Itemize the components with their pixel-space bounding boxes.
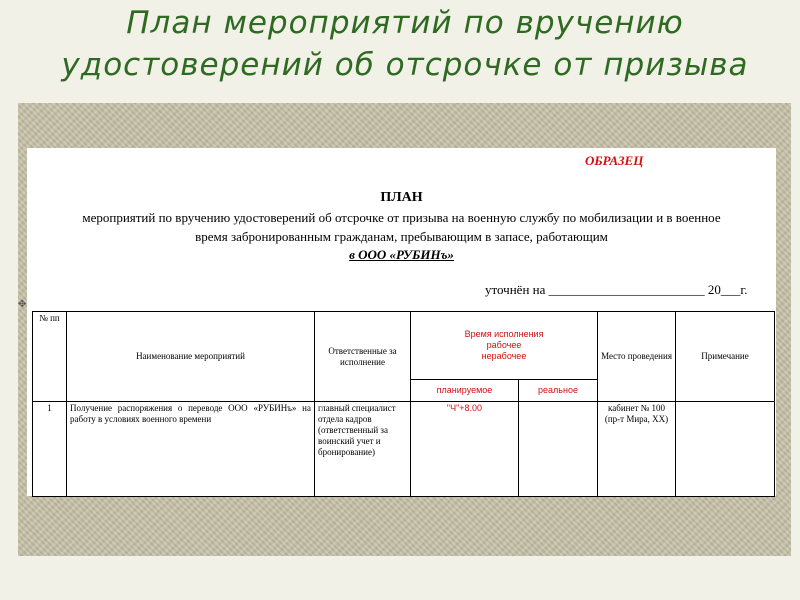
move-handle-icon[interactable]: ✥	[18, 299, 27, 310]
updated-date-line: уточнён на ________________________ 20___г.	[485, 282, 748, 297]
row-planned: "Ч"+8.00	[411, 402, 519, 497]
header-place: Место проведения	[598, 312, 676, 402]
document-subtitle-line1: мероприятий по вручению удостоверений об отсрочке от призыва на военную службу по мобилизации и в военное	[82, 210, 721, 225]
header-name: Наименование мероприятий	[67, 312, 315, 402]
header-working: рабочее	[486, 340, 522, 350]
table-row	[33, 402, 775, 497]
document-subtitle-line2: время забронированным гражданам, пребывающим в запасе, работающим	[195, 229, 608, 244]
row-place: кабинет № 100 (пр-т Мира, XX)	[598, 402, 676, 497]
row-responsible: главный специалист отдела кадров (ответственный за воинский учет и бронирование)	[315, 402, 411, 497]
header-responsible: Ответственные за исполнение	[315, 312, 411, 402]
sample-stamp: ОБРАЗЕЦ	[585, 153, 644, 168]
header-note: Примечание	[676, 312, 775, 402]
header-time	[411, 312, 598, 380]
header-number: № пп	[33, 312, 67, 402]
header-nonworking: нерабочее	[481, 351, 527, 361]
row-name: Получение распоряжения о переводе ООО «РУБИНъ» на работу в условиях военного времени	[67, 402, 315, 497]
header-planned: планируемое	[411, 380, 519, 402]
document-heading: ПЛАН	[380, 190, 423, 205]
row-number: 1	[33, 402, 67, 497]
row-real	[519, 402, 598, 497]
slide-title: План мероприятий по вручению удостоверений об отсрочке от призыва	[61, 5, 749, 83]
plan-table	[32, 311, 775, 497]
header-real: реальное	[519, 380, 598, 402]
row-note	[676, 402, 775, 497]
document-page	[18, 148, 776, 496]
header-time-label: Время исполнения	[464, 329, 544, 339]
organization-name: в ООО «РУБИНъ»	[349, 247, 454, 262]
